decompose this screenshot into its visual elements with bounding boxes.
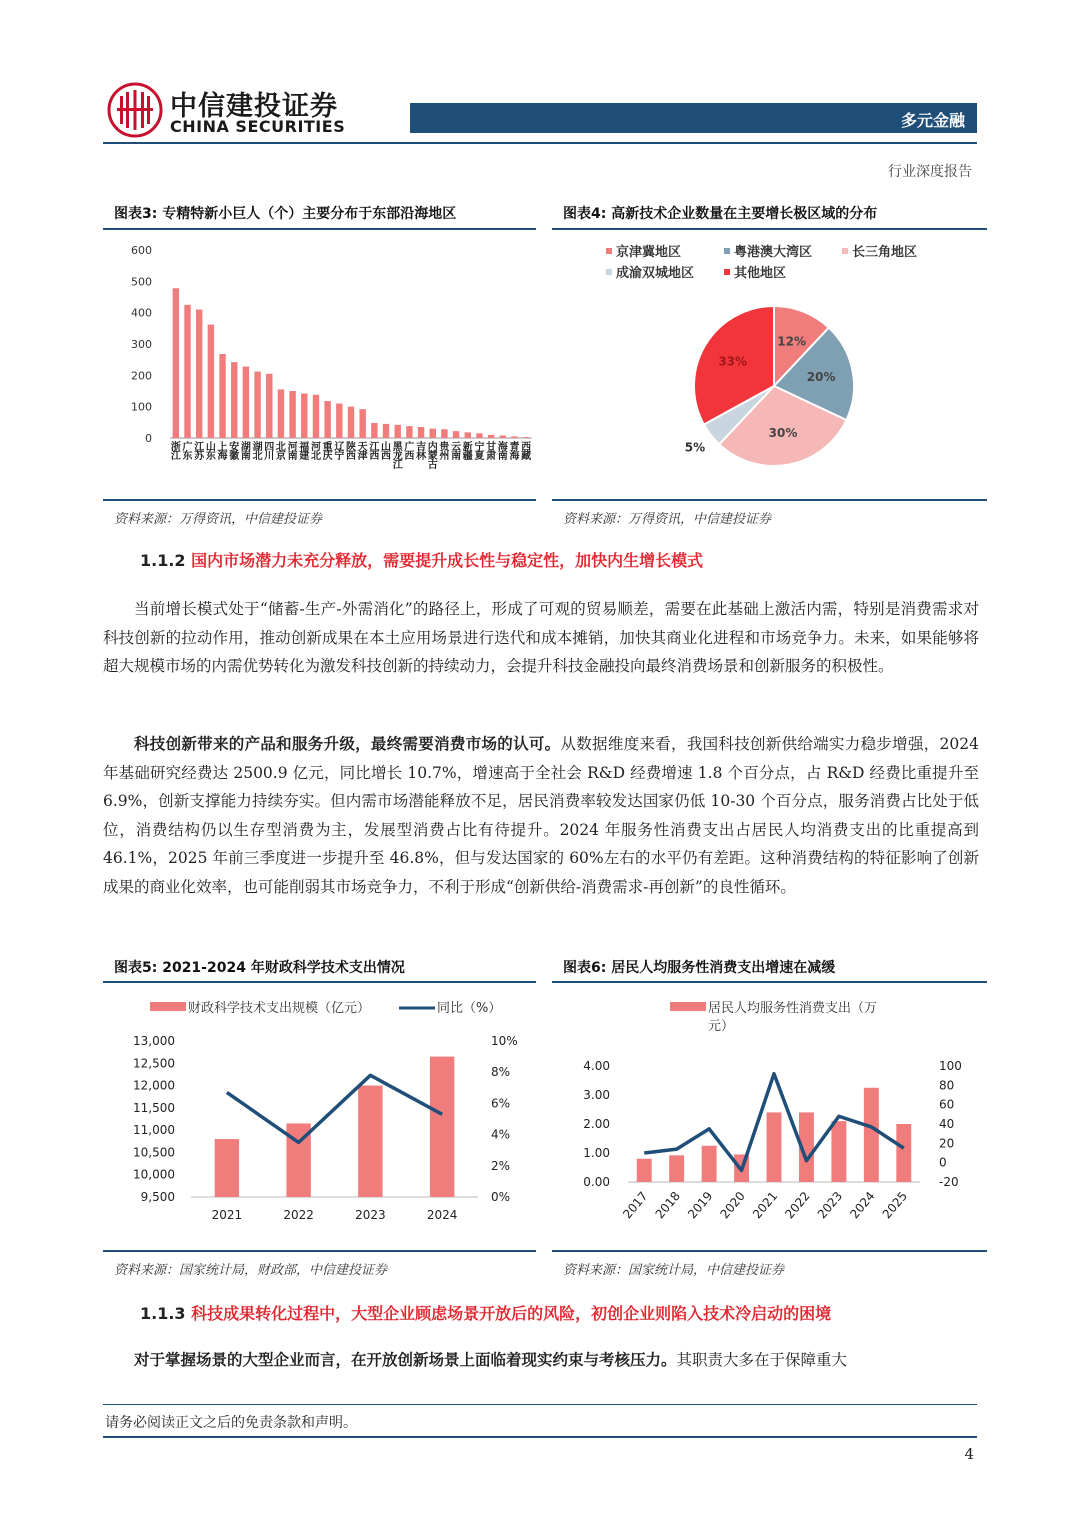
- fig4-pie-chart: [552, 238, 987, 488]
- fig5-combo-chart: [103, 988, 536, 1246]
- fig5-title: 图表5: 2021-2024 年财政科学技术支出情况: [114, 960, 405, 976]
- pie-value-label: 20%: [806, 370, 836, 385]
- footer-rule-top: [103, 1404, 977, 1405]
- y-tick-label: 11,500: [133, 1100, 175, 1115]
- bar: [669, 1155, 684, 1182]
- y2-tick-label: 0: [939, 1155, 947, 1170]
- fig5-source: 资料来源：国家统计局，财政部，中信建投证券: [114, 1263, 388, 1278]
- pie-value-label: 33%: [718, 354, 748, 369]
- line-series: [227, 1075, 442, 1142]
- fig6-top-rule: [552, 981, 987, 983]
- x-tick-label: 海南: [497, 442, 508, 462]
- y-tick-label: 11,000: [133, 1123, 175, 1138]
- y2-tick-label: 20: [939, 1136, 955, 1151]
- paragraph-2: [103, 730, 979, 901]
- paragraph-3-lead: 对于掌握场景的大型企业而言，在开放创新场景上面临着现实约束与考核压力。: [134, 1350, 677, 1369]
- x-tick-label: 2023: [355, 1208, 386, 1222]
- x-tick-label: 2024: [426, 1208, 458, 1222]
- y-tick-label: 10,000: [133, 1167, 175, 1182]
- y2-tick-label: 100: [939, 1059, 962, 1073]
- x-tick-label: 2021: [749, 1188, 781, 1222]
- x-tick-label: 辽宁: [334, 442, 345, 462]
- x-tick-label: 湖南: [240, 442, 251, 462]
- fig3-title: 图表3: 专精特新小巨人（个）主要分布于东部沿海地区: [114, 206, 457, 222]
- footer-rule-bottom: [103, 1436, 977, 1438]
- paragraph-3: [103, 1346, 979, 1375]
- fig6-bottom-rule: [552, 1250, 987, 1252]
- disclaimer-note: 请务必阅读正文之后的免责条款和声明。: [105, 1415, 357, 1431]
- section-label: 多元金融: [900, 111, 965, 130]
- bar: [358, 1086, 382, 1197]
- x-tick-label: 甘肃: [486, 442, 497, 462]
- fig3-top-rule: [103, 228, 536, 230]
- x-tick-label: 青海: [509, 442, 520, 462]
- pie-value-label: 30%: [768, 426, 798, 441]
- y2-tick-label: 4%: [491, 1127, 511, 1142]
- y-tick-label: 300: [131, 338, 152, 351]
- bar: [767, 1112, 782, 1182]
- section-number: 1.1.3: [140, 1304, 186, 1323]
- pie-value-label: 12%: [777, 334, 807, 349]
- bar: [324, 401, 330, 438]
- x-tick-label: 新疆: [462, 442, 473, 462]
- fig6-title: 图表6: 居民人均服务性消费支出增速在减缓: [563, 960, 836, 976]
- legend-swatch: [724, 269, 730, 275]
- x-tick-label: 云南: [451, 442, 462, 462]
- legend-swatch-bar: [670, 1002, 706, 1011]
- bar: [289, 391, 295, 438]
- bar: [254, 372, 260, 438]
- x-tick-label: 陕西: [346, 442, 356, 462]
- y-tick-label: 12,000: [133, 1078, 175, 1093]
- legend-label-bar: 财政科学技术支出规模（亿元）: [188, 1001, 371, 1016]
- bar: [418, 427, 424, 438]
- section-number: 1.1.2: [140, 551, 186, 570]
- y-tick-label: 600: [131, 244, 152, 257]
- x-tick-label: 广西: [404, 442, 415, 462]
- bar: [476, 433, 482, 438]
- x-tick-label: 江苏: [194, 442, 205, 462]
- y2-tick-label: 10%: [491, 1034, 518, 1048]
- bar: [637, 1159, 652, 1182]
- legend-label: 京津冀地区: [616, 245, 682, 260]
- section-heading-1-1-2: [140, 548, 703, 571]
- fig5-top-rule: [103, 981, 536, 983]
- bar: [231, 362, 237, 438]
- y2-tick-label: 60: [939, 1097, 955, 1112]
- fig3-bottom-rule: [103, 499, 536, 501]
- bar: [831, 1121, 846, 1182]
- legend-label-bar: 居民人均服务性消费支出（万: [708, 1001, 878, 1016]
- x-tick-label: 天津: [357, 442, 368, 462]
- legend-swatch: [606, 248, 612, 254]
- section-heading-1-1-3: [140, 1301, 831, 1324]
- x-tick-label: 江西: [369, 442, 380, 462]
- y-tick-label: 4.00: [583, 1059, 610, 1073]
- bar: [383, 424, 389, 438]
- y-tick-label: 200: [131, 369, 152, 383]
- x-tick-label: 黑龙江: [392, 442, 403, 471]
- bar: [394, 425, 400, 438]
- x-tick-label: 内蒙古: [427, 442, 438, 471]
- paragraph-2-lead: 科技创新带来的产品和服务升级，最终需要消费市场的认可。: [134, 734, 561, 753]
- bar: [406, 426, 412, 438]
- section-title: 科技成果转化过程中，大型企业顾虑场景开放后的风险，初创企业则陷入技术冷启动的困境: [191, 1304, 832, 1323]
- bar: [348, 407, 354, 438]
- paragraph-3-body: 其职责大多在于保障重大: [676, 1351, 848, 1369]
- x-tick-label: 2025: [879, 1188, 911, 1222]
- bar: [371, 423, 377, 438]
- bar: [896, 1124, 911, 1182]
- logo-english-name: CHINA SECURITIES: [170, 117, 346, 136]
- bar: [500, 435, 506, 438]
- y-tick-label: 12,500: [133, 1056, 175, 1071]
- x-tick-label: 2020: [717, 1188, 748, 1222]
- y-tick-label: 13,000: [133, 1034, 175, 1048]
- bar: [278, 389, 284, 438]
- legend-swatch: [606, 269, 612, 275]
- report-type-label: 行业深度报告: [888, 164, 972, 180]
- bar: [219, 354, 225, 438]
- x-tick-label: 2019: [685, 1188, 716, 1222]
- y-tick-label: 10,500: [133, 1145, 175, 1160]
- bar: [336, 404, 342, 438]
- page-number: 4: [964, 1445, 974, 1463]
- legend-label: 长三角地区: [852, 245, 918, 260]
- x-tick-label: 贵州: [439, 442, 450, 462]
- bar: [196, 310, 202, 438]
- bar: [523, 437, 529, 438]
- fig6-source: 资料来源：国家统计局，中信建投证券: [563, 1263, 785, 1278]
- fig4-top-rule: [552, 228, 987, 230]
- y-tick-label: 0: [145, 432, 152, 445]
- y2-tick-label: 80: [939, 1078, 955, 1093]
- y-tick-label: 500: [131, 275, 152, 289]
- bar: [488, 435, 494, 438]
- bar: [359, 409, 365, 438]
- x-tick-label: 2017: [620, 1188, 651, 1222]
- x-tick-label: 2022: [283, 1208, 314, 1222]
- bar: [430, 429, 436, 438]
- y-tick-label: 1.00: [583, 1146, 610, 1160]
- header-section-bar: [410, 103, 977, 133]
- x-tick-label: 2021: [211, 1208, 243, 1222]
- x-tick-label: 广东: [182, 442, 193, 462]
- bar: [511, 436, 517, 438]
- bar: [266, 374, 272, 438]
- bar: [864, 1088, 879, 1182]
- pie-value-label: 5%: [684, 440, 706, 455]
- x-tick-label: 2022: [782, 1188, 813, 1222]
- fig3-bar-chart: [110, 240, 538, 485]
- bar: [208, 325, 214, 438]
- y2-tick-label: 0%: [491, 1190, 511, 1204]
- paragraph-1: 当前增长模式处于“储蓄-生产-外需消化”的路径上，形成了可观的贸易顺差，需要在此基础上激活内需，特别是消费需求对科技创新的拉动作用，推动创新成果在本土应用场景进行迭代和成本摊销，加快其商业化进程和市场竞争力。未来，如果能够将超大规模市场的内需优势转化为激发科技创新的持续动力，会提升科技金融投向最终消费场景和创新服务的积极性。: [103, 600, 979, 675]
- x-tick-label: 山东: [205, 442, 216, 462]
- x-tick-label: 上海: [217, 442, 228, 462]
- x-tick-label: 2023: [814, 1188, 846, 1222]
- header-divider: [103, 142, 977, 144]
- bar: [215, 1139, 239, 1197]
- legend-label-bar: 元）: [708, 1019, 735, 1034]
- bar: [441, 429, 447, 438]
- x-tick-label: 西藏: [521, 442, 532, 462]
- company-logo-icon: [107, 82, 163, 138]
- section-title: 国内市场潜力未充分释放，需要提升成长性与稳定性，加快内生增长模式: [191, 551, 704, 570]
- bar: [430, 1057, 454, 1197]
- y-tick-label: 0.00: [583, 1175, 610, 1189]
- y2-tick-label: -20: [939, 1175, 959, 1189]
- x-tick-label: 安徽: [229, 442, 240, 462]
- legend-label: 成渝双城地区: [616, 266, 695, 281]
- legend-label: 其他地区: [734, 266, 787, 281]
- x-tick-label: 2018: [652, 1188, 683, 1222]
- bar: [184, 305, 190, 438]
- y-tick-label: 3.00: [583, 1088, 610, 1102]
- legend-swatch: [842, 248, 848, 254]
- x-tick-label: 浙江: [170, 442, 181, 462]
- legend-swatch-bar: [150, 1002, 186, 1011]
- x-tick-label: 四川: [264, 442, 275, 462]
- logo-chinese-name: 中信建投证券: [170, 91, 338, 122]
- fig6-combo-chart: [552, 988, 987, 1246]
- fig4-bottom-rule: [552, 499, 987, 501]
- y2-tick-label: 40: [939, 1117, 955, 1131]
- y2-tick-label: 6%: [491, 1096, 511, 1111]
- fig4-title: 图表4: 高新技术企业数量在主要增长极区域的分布: [563, 206, 878, 222]
- bar: [243, 367, 249, 438]
- legend-label-line: 同比（%）: [437, 1001, 502, 1016]
- bar: [702, 1146, 717, 1182]
- x-tick-label: 宁夏: [474, 442, 485, 462]
- x-tick-label: 重庆: [322, 442, 333, 462]
- x-tick-label: 北京: [275, 442, 286, 462]
- y-tick-label: 9,500: [140, 1190, 175, 1204]
- x-tick-label: 2024: [847, 1188, 878, 1222]
- y2-tick-label: 8%: [491, 1065, 511, 1080]
- x-tick-label: 湖北: [252, 442, 263, 462]
- legend-swatch: [724, 248, 730, 254]
- fig3-source: 资料来源：万得资讯，中信建投证券: [114, 512, 323, 527]
- x-tick-label: 河北: [310, 442, 321, 462]
- paragraph-2-body: 从数据维度来看，我国科技创新供给端实力稳步增强，2024 年基础研究经费达 2500.9 亿元，同比增长 10.7%，增速高于全社会 R&D 经费增速 1.8 个百分点，占 R&D 经费比重提升至 6.9%，创新支撑能力持续夯实。但内需市场潜能释放不足，居民消费率较发达国家仍低 10-30 个百分点，服务消费占比处于低位，消费结构仍以生存型消费为主，发展型消费占比有待提升。2024 年服务性消费支出占居民人均消费支出的比重提高到 46.1%，2025 年前三季度进一步提升至 46.8%，但与发达国家的 60%左右的水平仍有差距。这种消费结构的特征影响了创新成果的商业化效率，也可能削弱其市场竞争力，不利于形成“创新供给-消费需求-再创新”的良性循环。: [103, 735, 979, 896]
- y2-tick-label: 2%: [491, 1158, 511, 1173]
- x-tick-label: 福建: [299, 442, 310, 462]
- x-tick-label: 河南: [287, 442, 298, 462]
- x-tick-label: 山西: [381, 442, 392, 462]
- y-tick-label: 2.00: [583, 1117, 610, 1131]
- bar: [453, 431, 459, 438]
- legend-label: 粤港澳大湾区: [734, 245, 813, 260]
- bar: [173, 288, 179, 438]
- bar: [465, 432, 471, 438]
- bar: [313, 395, 319, 438]
- x-tick-label: 吉林: [416, 442, 427, 462]
- fig4-source: 资料来源：万得资讯，中信建投证券: [563, 512, 772, 527]
- y-tick-label: 400: [131, 306, 152, 320]
- fig5-bottom-rule: [103, 1250, 536, 1252]
- bar: [301, 394, 307, 438]
- y-tick-label: 100: [131, 400, 152, 414]
